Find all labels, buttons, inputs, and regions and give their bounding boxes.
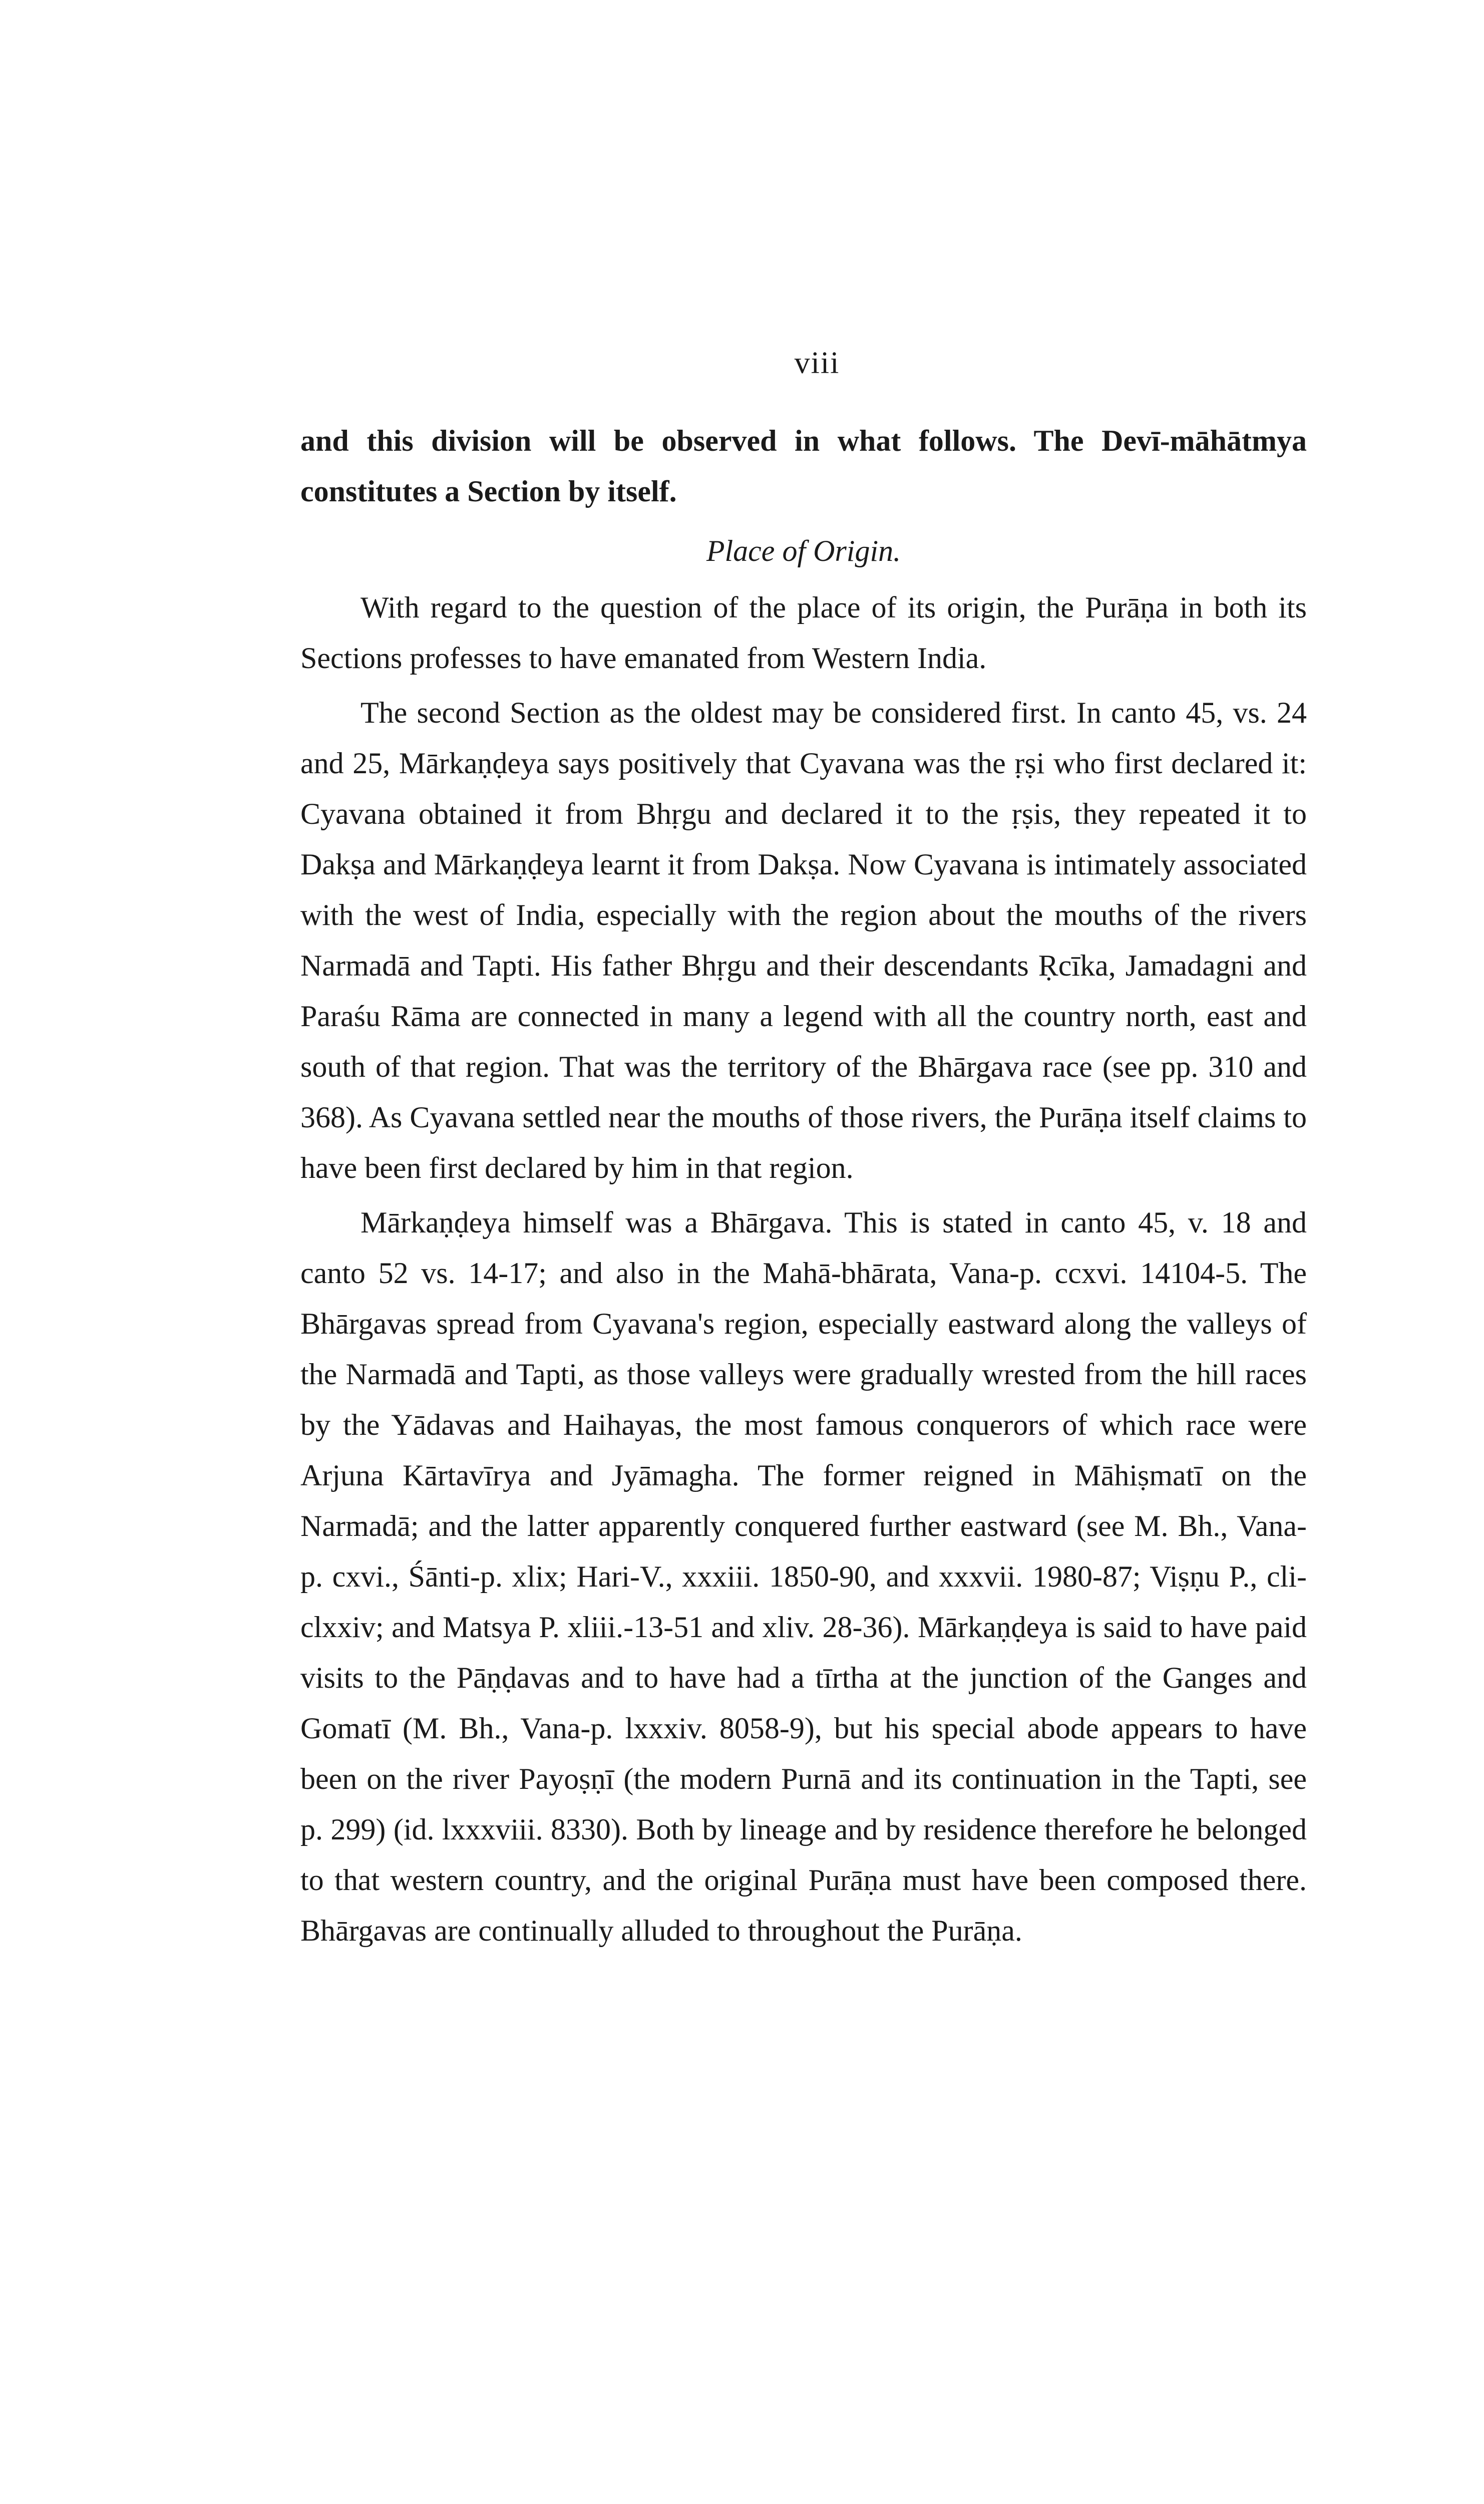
paragraph-markandeya: Mārkaṇḍeya himself was a Bhārgava. This is stated in canto 45, v. 18 and canto 52 vs. 14-17; and also in the Mahā-bhārata, Vana-p. ccxvi. 14104-5. The Bhārgavas spread from Cyavana's region, especially eastward along the valleys of the Narmadā and Tapti, as those valleys were gradually wrested from the hill races by the Yādavas and Haihayas, the most famous conquerors of which race were Arjuna Kārtavīrya and Jyāmagha. The former reigned in Māhiṣmatī on the Narmadā; and the latter apparently conquered further eastward (see M. Bh., Vana-p. cxvi., Śānti-p. xlix; Hari-V., xxxiii. 1850-90, and xxxvii. 1980-87; Viṣṇu P., cli-clxxiv; and Matsya P. xliii.-13-51 and xliv. 28-36). Mārkaṇḍeya is said to have paid visits to the Pāṇḍavas and to have had a tīrtha at the junction of the Ganges and Gomatī (M. Bh., Vana-p. lxxxiv. 8058-9), but his special abode appears to have been on the river Payoṣṇī (the modern Purnā and its continuation in the Tapti, see p. 299) (id. lxxxviii. 8330). Both by lineage and by residence therefore he belonged to that western country, and the original Purāṇa must have been composed there. Bhārgavas are continually alluded to throughout the Purāṇa. bbox=[300, 1206, 1307, 1947]
paragraph-second-section: The second Section as the oldest may be considered first. In canto 45, vs. 24 and 25, Mārkaṇḍeya says positively that Cyavana was the ṛṣi who first declared it: Cyavana obtained it from Bhṛgu and declared it to the ṛṣis, they repeated it to Dakṣa and Mārkaṇḍeya learnt it from Dakṣa. Now Cyavana is intimately associated with the west of India, especially with the region about the mouths of the rivers Narmadā and Tapti. His father Bhṛgu and their descendants Ṛcīka, Jamadagni and Paraśu Rāma are connected in many a legend with all the country north, east and south of that region. That was the territory of the Bhārgava race (see pp. 310 and 368). As Cyavana settled near the mouths of those rivers, the Purāṇa itself claims to have been first declared by him in that region. bbox=[300, 696, 1307, 1184]
paragraph-origin-intro: With regard to the question of the place of its origin, the Purāṇa in both its Sections professes to have emanated from Western India. bbox=[300, 591, 1307, 675]
page-number: viii bbox=[794, 346, 840, 380]
body-text bbox=[300, 416, 1307, 1956]
section-heading: Place of Origin. bbox=[706, 534, 901, 567]
lead-paragraph: and this division will be observed in what follows. The Devī-māhātmya constitutes a Section by itself. bbox=[300, 424, 1307, 508]
